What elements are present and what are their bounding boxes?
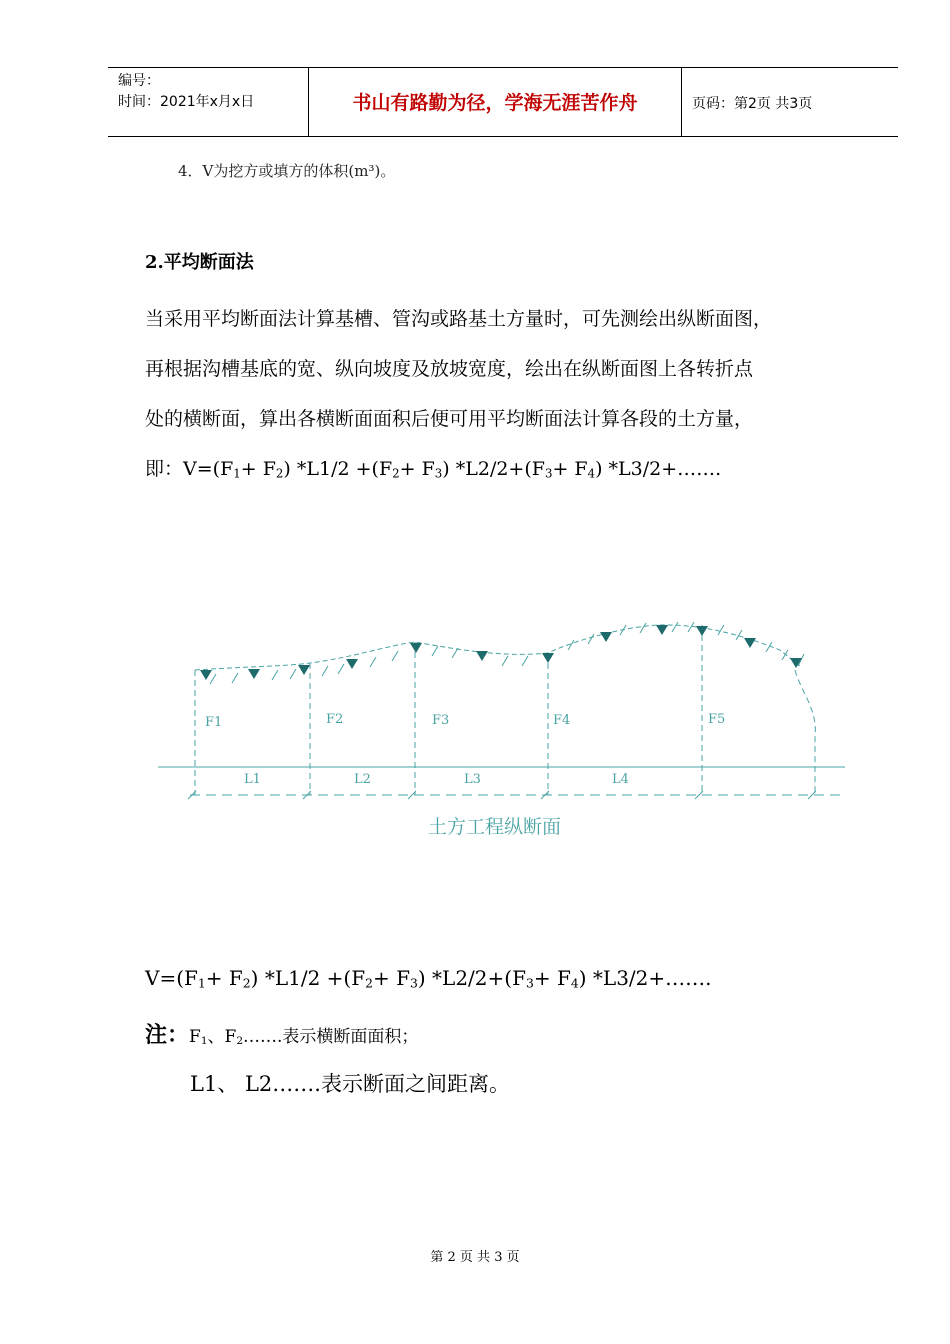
formula-part: 2 [392, 466, 400, 481]
paragraph-line-3: 处的横断面，算出各横断面面积后便可用平均断面法计算各段的土方量， [145, 408, 754, 430]
method-paragraph [145, 294, 905, 498]
marker [790, 658, 802, 668]
length-label-l4: L4 [612, 772, 629, 787]
elevation-markers [200, 625, 802, 680]
formula-part: + F [533, 966, 571, 990]
marker [346, 659, 358, 669]
formula-part: ) *L1/2 +(F [283, 458, 393, 480]
header-top-rule [108, 67, 898, 68]
note-f-sub: 1 [200, 1035, 208, 1048]
header-divider-right [681, 67, 682, 137]
paragraph-formula-line [145, 444, 905, 498]
section-label-f5: F5 [708, 712, 726, 727]
marker [656, 625, 668, 635]
terrain-profile [195, 625, 800, 670]
marker [248, 669, 260, 679]
marker [410, 643, 422, 653]
note-f2-sub: 2 [236, 1035, 244, 1048]
note-f2: 、F [207, 1027, 237, 1047]
note-line-1 [145, 1018, 418, 1049]
formula-part: V=(F [183, 458, 234, 480]
formula-part: 3 [544, 466, 553, 481]
header-divider-left [308, 67, 309, 137]
note-line-2: L1、 L2…….表示断面之间距离。 [190, 1072, 510, 1096]
section-label-f2: F2 [326, 712, 344, 727]
formula-part: 1 [197, 975, 206, 991]
formula-part: 3 [410, 975, 418, 991]
formula-part: ) *L3/2+……. [578, 966, 712, 990]
formula-part: + F [552, 458, 588, 480]
section-label-f4: F4 [553, 713, 571, 728]
paragraph-line-2: 再根据沟槽基底的宽、纵向坡度及放坡宽度，绘出在纵断面图上各转折点 [145, 358, 754, 380]
header-motto: 书山有路勤为径，学海无涯苦作舟 [352, 92, 638, 114]
header-page-info: 页码：第2页 共3页 [692, 96, 813, 112]
page-footer: 第 2 页 共 3 页 [430, 1250, 520, 1265]
formula-part: 4 [570, 975, 579, 991]
formula-prefix: 即： [145, 458, 184, 480]
volume-note: 4．V为挖方或填方的体积(m³)。 [178, 162, 396, 180]
paragraph-line-1: 当采用平均断面法计算基槽、管沟或路基土方量时，可先测绘出纵断面图， [145, 308, 773, 330]
formula-part: 3 [434, 466, 443, 481]
formula-part: + F [399, 458, 435, 480]
formula-part: 3 [525, 975, 534, 991]
length-label-l2: L2 [354, 772, 371, 787]
length-label-l1: L1 [244, 772, 261, 787]
length-label-l3: L3 [464, 772, 481, 787]
diagram-caption: 土方工程纵断面 [428, 816, 562, 838]
marker [744, 638, 756, 648]
marker [542, 653, 554, 663]
formula-part: + F [240, 458, 276, 480]
marker [200, 670, 212, 680]
marker [298, 665, 310, 675]
formula-part: 4 [587, 466, 596, 481]
formula-part: + F [373, 966, 410, 990]
header-bottom-rule [108, 136, 898, 137]
formula-part: ) *L2/2+(F [442, 458, 545, 480]
formula-part: ) *L2/2+(F [417, 966, 526, 990]
marker [476, 651, 488, 661]
formula-standalone [145, 966, 712, 990]
formula-part: + F [205, 966, 243, 990]
note-f: F [189, 1027, 201, 1047]
section-label-f3: F3 [432, 713, 450, 728]
formula-part: ) *L1/2 +(F [250, 966, 366, 990]
section-title: 2.平均断面法 [145, 252, 254, 273]
formula-inline [183, 458, 721, 480]
section-label-f1: F1 [205, 715, 223, 730]
soil-hatching [210, 622, 804, 684]
end-slope [795, 670, 815, 795]
formula-part: 2 [242, 975, 251, 991]
header-code-label: 编号： [118, 73, 160, 89]
marker [600, 632, 612, 642]
note-f-desc: …….表示横断面面积； [243, 1027, 419, 1047]
formula-part: 2 [275, 466, 284, 481]
formula-part: 1 [233, 466, 241, 481]
formula-part: ) *L3/2+……. [595, 458, 722, 480]
header-date: 时间：2021年x月x日 [118, 94, 255, 110]
formula-part: V=(F [145, 966, 198, 990]
formula-part: 2 [365, 975, 373, 991]
longitudinal-section-diagram [0, 600, 950, 850]
marker [696, 626, 708, 636]
note-label: 注： [145, 1022, 190, 1048]
